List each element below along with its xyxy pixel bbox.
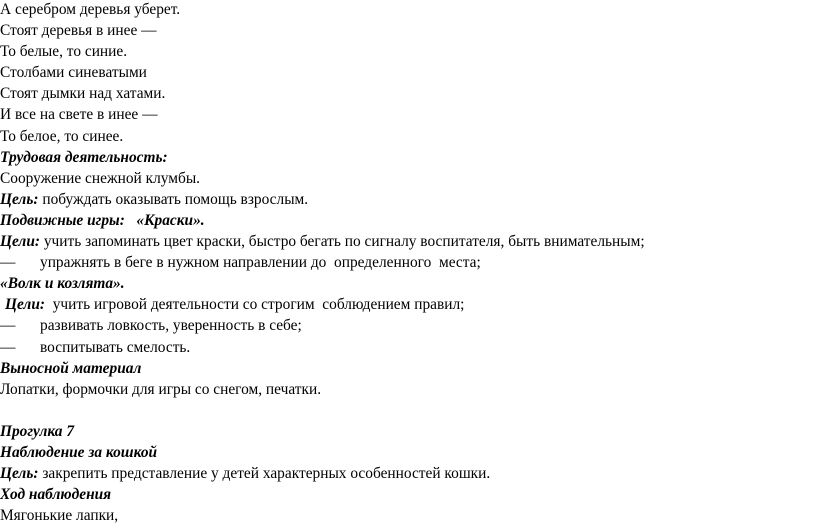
goal-label: Цель: [0,465,39,483]
bullet-item [0,337,816,358]
goal-text: побуждать оказывать помощь взрослым. [38,190,309,208]
poem-line: Стоят дымки над хатами. [0,85,166,103]
games-heading: Подвижные игры: «Краски». [0,211,205,229]
bullet-item [0,252,816,273]
poem-line: Мягонькие лапки, [0,507,119,525]
walk-goal [0,463,816,484]
bullet-item [0,315,816,336]
labor-activity: Сооружение снежной клумбы. [0,169,201,187]
dash-marker: — [0,317,16,335]
poem-line: То белое, то синее. [0,127,124,145]
poem-line: То белые, то синие. [0,43,128,61]
goals-label: Цели: [5,296,46,314]
games-goals [0,231,816,252]
walk-title: Прогулка 7 [0,422,75,440]
dash-marker: — [0,254,16,272]
bullet-text: воспитывать смелость. [40,338,191,356]
observation-heading: Наблюдение за кошкой [0,443,158,461]
material-text: Лопатки, формочки для игры со снегом, печатки. [0,380,322,398]
material-heading: Выносной материал [0,359,142,377]
course-heading: Ход наблюдения [0,486,112,504]
poem-line: И все на свете в инее — [0,106,158,124]
blank-line [0,400,816,421]
bullet-text: развивать ловкость, уверенность в себе; [40,317,302,335]
goal-label: Цель: [0,190,39,208]
goal-text: закрепить представление у детей характерных особенностей кошки. [38,465,491,483]
goals-text: учить игровой деятельности со строгим соблюдением правил; [45,296,465,314]
poem-line: А серебром деревья уберет. [0,1,181,18]
poem-line: Столбами синеватыми [0,64,147,82]
labor-goal [0,189,816,210]
goals-text: учить запоминать цвет краски, быстро бегать по сигналу воспитателя, быть внимательным; [40,233,645,251]
game2-goals [0,294,816,315]
bullet-text: упражнять в беге в нужном направлении до определенного места; [40,254,481,272]
goals-label: Цели: [0,233,41,251]
dash-marker: — [0,338,16,356]
poem-line: Стоят деревья в инее — [0,22,157,40]
game2-title: «Волк и козлята». [0,275,125,293]
labor-heading: Трудовая деятельность: [0,148,168,166]
